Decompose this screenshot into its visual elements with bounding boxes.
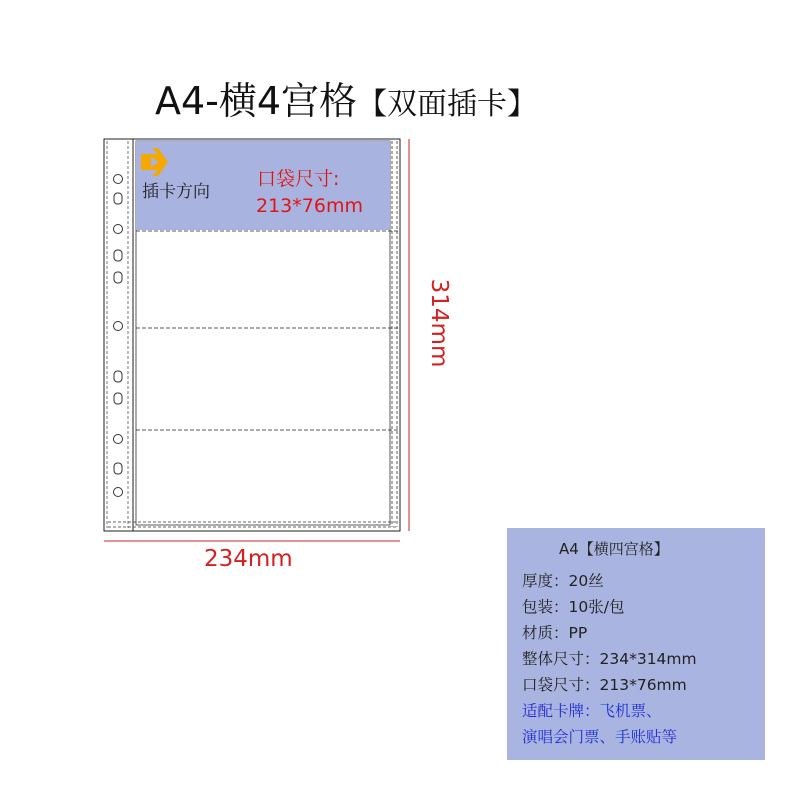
binding-hole: [114, 272, 122, 283]
height-dimension-label: 314mm: [426, 278, 452, 368]
insert-direction-label: 插卡方向: [142, 182, 210, 202]
pocket-size-value: 213*76mm: [256, 195, 363, 217]
title-bracket: 【双面插卡】: [357, 87, 538, 122]
binding-hole: [114, 488, 123, 497]
width-dimension-label: 234mm: [204, 546, 293, 572]
binding-hole: [114, 463, 122, 474]
spec-suitable-line2: 演唱会门票、手账贴等: [522, 728, 678, 746]
spec-thickness: 厚度：20丝: [522, 572, 604, 590]
spec-material: 材质：PP: [522, 624, 588, 642]
binding-hole: [114, 371, 122, 382]
binding-hole: [114, 225, 123, 234]
binding-hole: [114, 322, 123, 331]
binding-hole: [114, 250, 122, 261]
binding-hole: [114, 193, 122, 204]
spec-packaging: 包装：10张/包: [522, 598, 625, 616]
binding-holes: [114, 175, 123, 497]
binding-hole: [114, 175, 123, 184]
spec-pocket-size: 口袋尺寸：213*76mm: [522, 676, 687, 694]
title-main: A4-横4宫格: [155, 79, 358, 123]
spec-title: A4【横四宫格】: [559, 540, 669, 558]
spec-overall-size: 整体尺寸：234*314mm: [522, 650, 697, 668]
pocket-size-label: 口袋尺寸:: [257, 168, 340, 190]
spec-panel: [507, 528, 765, 760]
spec-suitable-line1: 适配卡牌：飞机票、: [522, 702, 662, 720]
binding-hole: [114, 435, 123, 444]
binding-hole: [114, 393, 122, 404]
